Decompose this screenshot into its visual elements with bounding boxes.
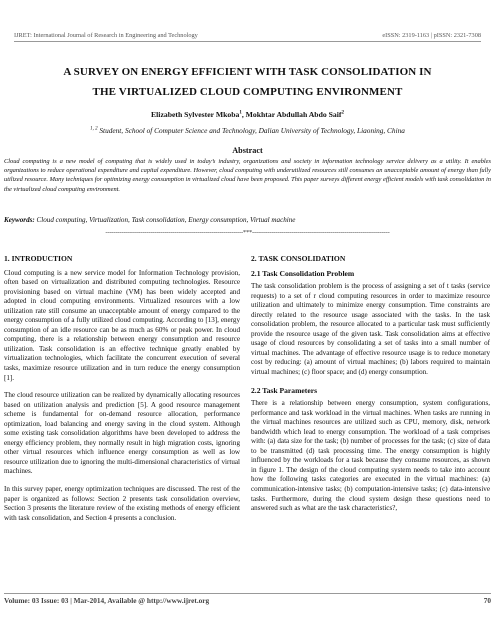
subsection-2-1-paragraph: The task consolidation problem is the process of assigning a set of t tasks (service requests) to a set of r cloud computing resources in order to maximize resource utilization and ultimately to minimize energy consumption. Time constraints are directly related to the resource usage associated with the tasks. In the task consolidation problem, the resource allocated to a particular task must sufficiently provide the resource usage of the given task. Task consolidation aims at effective usage of cloud resources by consolidating a set of tasks into a small number of virtual machines. The advantage of effective resource usage is to reduce monetary cost by reducing: (a) amount of virtual machines; (b) labors required to maintain virtual machines; (c) floor space; and (d) energy consumption. — [251, 282, 490, 377]
subsection-2-2-paragraph: There is a relationship between energy consumption, system configurations, performance and task workload in the virtual machines. When tasks are running in the virtual machines resources are utilized such as CPU, memory, disk, network bandwidth which lead to energy consumption. The workload of a task comprises with: (a) data size for the task; (b) number of processes for the task; (c) size of data to be transmitted (d) task processing time. The energy consumption is highly influenced by the workloads for a task because they consume resources, as shown in figure 1. The design of the cloud computing system needs to take into account how the following tasks categories are executed in the virtual machines: (a) communication-intensive tasks; (b) computation-intensive tasks; (c) data-intensive tasks. Furthermore, during the cloud system design these questions need to answered such as what are the task characteristics?, — [251, 399, 490, 513]
author-1: Elizabeth Sylvester Mkoba — [151, 110, 240, 119]
author-list — [14, 110, 481, 119]
volume-info: Volume: 03 Issue: 03 | Mar-2014, Available @ http://www.ijret.org — [4, 596, 210, 605]
subsection-2-1-heading: 2.1 Task Consolidation Problem — [251, 268, 355, 278]
affiliation — [14, 126, 481, 135]
abstract-text: Cloud computing is a new model of computing that is widely used in today’s industry, organizations and society in information technology service delivery as a utility. It enables organizations to reduce operational expenditure and capital expenditure. However, cloud computing with underutilized resources still consumes an unacceptable amount of energy than fully utilized resource. Many techniques for optimizing energy consumption in virtualized cloud have been proposed. This paper surveys different energy efficient models with task consolidation in the virtualized cloud computing environment. — [4, 158, 491, 193]
intro-paragraph-3: In this survey paper, energy optimization techniques are discussed. The rest of the paper is organized as follows: Section 2 presents task consolidation overview, Section 3 presents the literature review of the existing methods of energy efficient with task consolidation, and Section 4 presents a conclusion. — [4, 485, 240, 522]
running-footer — [4, 596, 491, 605]
journal-name: IJRET: International Journal of Research in Engineering and Technology — [14, 32, 198, 39]
running-header — [14, 32, 481, 39]
issn: eISSN: 2319-1163 | pISSN: 2321-7308 — [382, 32, 481, 39]
title-line-2: THE VIRTUALIZED CLOUD COMPUTING ENVIRONMENT — [92, 86, 403, 98]
page-number: 70 — [483, 596, 491, 605]
paper-title — [14, 62, 481, 102]
author-1-marker: 1 — [239, 110, 242, 116]
task-consolidation-heading: 2. TASK CONSOLIDATION — [251, 254, 346, 263]
title-line-1: A SURVEY ON ENERGY EFFICIENT WITH TASK CONSOLIDATION IN — [63, 66, 432, 78]
keywords-text: Cloud computing, Virtualization, Task consolidation, Energy consumption, Virtual machine — [34, 216, 296, 224]
introduction-heading: 1. INTRODUCTION — [4, 254, 73, 263]
author-2-marker: 2 — [341, 110, 344, 116]
right-column — [251, 254, 490, 522]
affiliation-text: Student, School of Computer Science and Technology, Dalian University of Technology, Liaoning, China — [97, 126, 405, 135]
keywords-label: Keywords: — [4, 216, 35, 224]
abstract-heading: Abstract — [232, 146, 263, 155]
subsection-2-2-heading: 2.2 Task Parameters — [251, 385, 318, 395]
footer-rule — [4, 593, 491, 594]
section-separator: ----------------------------------------------------------------------***---------------------------------------------------------------------- — [105, 229, 390, 236]
keywords — [4, 216, 491, 224]
intro-paragraph-2: The cloud resource utilization can be realized by dynamically allocating resources based on utilization analysis and prediction [5]. A good resource management scheme is fundamental for on-demand resource allocation, performance optimization, load balancing and energy saving in the cloud system. Although some existing task consolidation algorithms have been developed to address the energy efficiency problem, they normally result in high migration costs, ignoring other virtual resources which influence energy consumption as well as low resource utilization due to ignoring the multi-dimensional characteristics of virtual machines. — [4, 391, 240, 476]
author-separator: , — [241, 110, 246, 119]
left-column — [4, 254, 240, 531]
header-rule — [14, 41, 481, 42]
author-2: Mokhtar Abdullah Abdo Saif — [245, 110, 342, 119]
intro-paragraph-1: Cloud computing is a new service model for Information Technology provision, often based on virtualization and distributed computing technologies. Resource provisioning based on virtual machine (VM) has been widely accepted and adopted in cloud computing environments. Virtualized resources with a low utilization rate still consume an unacceptable amount of energy compared to the energy consumption of a fully utilized cloud computing. According to [13], energy consumption of an idle resource can be as much as 60% or peak power. In cloud computing, there is a relationship between energy consumption and resource utilization. Task consolidation is an effective technique greatly enabled by virtualization technologies, which facilitate the concurrent execution of several tasks, maximize resource utilization and in turn reduce the energy consumption [1]. — [4, 268, 240, 382]
affiliation-marker: 1, 2 — [90, 126, 98, 132]
